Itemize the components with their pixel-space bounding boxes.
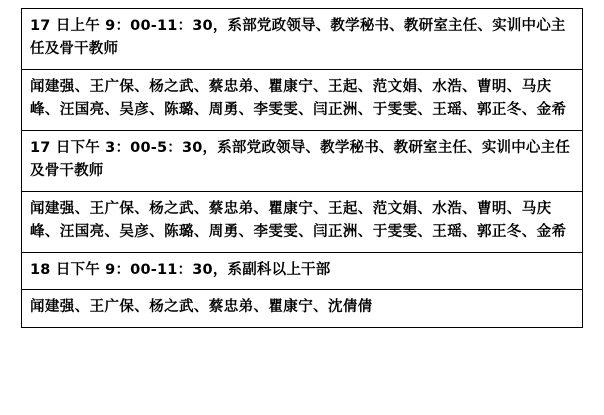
table-row <box>22 290 583 327</box>
schedule-table <box>21 8 583 328</box>
schedule-session-header: 18 日下午 9：00-11：30，系副科以上干部 <box>22 252 583 289</box>
schedule-attendee-list: 闻建强、王广保、杨之武、蔡忠弟、瞿康宁、沈倩倩 <box>22 290 583 327</box>
table-row <box>22 130 583 191</box>
table-row <box>22 69 583 130</box>
schedule-table-body <box>22 9 583 328</box>
schedule-session-header: 17 日下午 3：00-5：30，系部党政领导、教学秘书、教研室主任、实训中心主任及骨干教师 <box>22 130 583 191</box>
schedule-attendee-list: 闻建强、王广保、杨之武、蔡忠弟、瞿康宁、王起、范文娟、水浩、曹明、马庆峰、汪国亮、吴彦、陈璐、周勇、李雯雯、闫正洲、于雯雯、王瑶、郭正冬、金希 <box>22 69 583 130</box>
table-row <box>22 191 583 252</box>
table-row <box>22 9 583 70</box>
schedule-attendee-list: 闻建强、王广保、杨之武、蔡忠弟、瞿康宁、王起、范文娟、水浩、曹明、马庆峰、汪国亮、吴彦、陈璐、周勇、李雯雯、闫正洲、于雯雯、王瑶、郭正冬、金希 <box>22 191 583 252</box>
table-row <box>22 252 583 289</box>
schedule-session-header: 17 日上午 9：00-11：30，系部党政领导、教学秘书、教研室主任、实训中心主任及骨干教师 <box>22 9 583 70</box>
